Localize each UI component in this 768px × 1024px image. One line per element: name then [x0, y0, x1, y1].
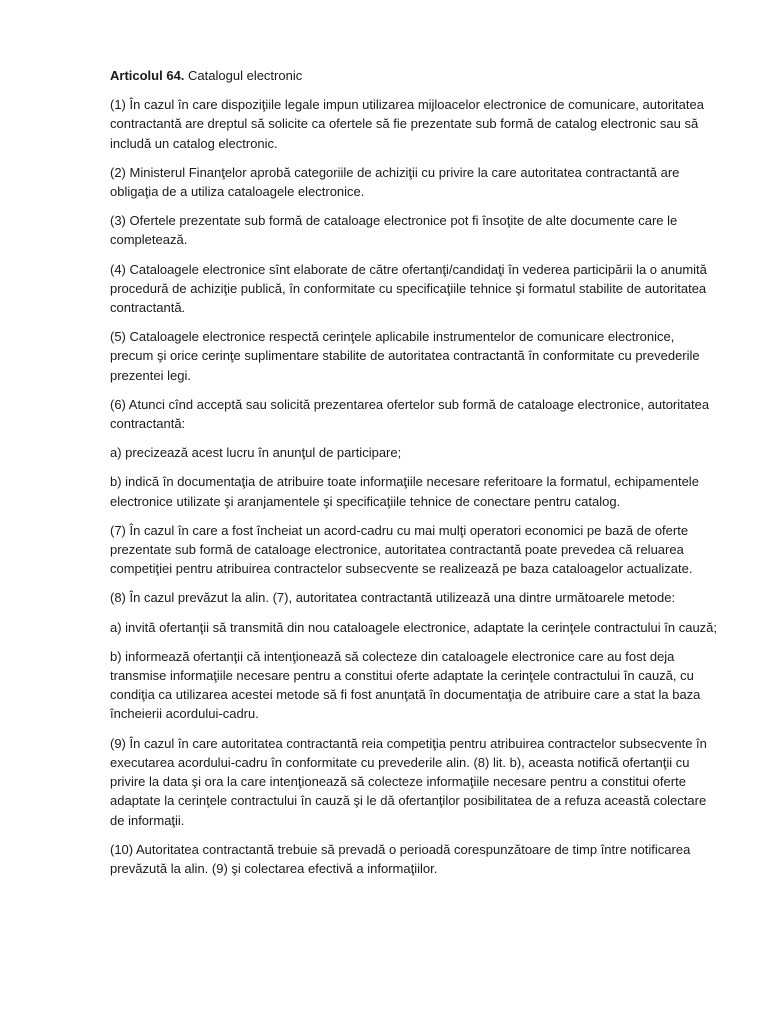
paragraph-1: (1) În cazul în care dispoziţiile legale impun utilizarea mijloacelor electronice de comunicare, autoritatea contractantă are dreptul să solicite ca ofertele să fie prezentate sub formă de catalog electronic sau să includă un catalog electronic.: [110, 97, 704, 151]
paragraph-5: (5) Cataloagele electronice respectă cerinţele aplicabile instrumentelor de comunicare electronice, precum şi orice cerinţe suplimentare stabilite de autoritatea contractantă în conformitate cu prevederile prezentei legi.: [110, 329, 700, 383]
article-title: Catalogul electronic: [188, 68, 303, 83]
paragraph-3: (3) Ofertele prezentate sub formă de cataloage electronice pot fi însoţite de alte documente care le completează.: [110, 213, 678, 248]
paragraph-6: (6) Atunci cînd acceptă sau solicită prezentarea ofertelor sub formă de cataloage electronice, autoritatea contractantă:: [110, 396, 710, 432]
paragraph-8-item-b: b) informează ofertanţii că intenţionează să colecteze din cataloagele electronice care au fost deja transmise informaţiile necesare pentru a constitui oferte adaptate la cerinţele contractului în cauză, cu condiţia ca utilizarea acestei metode să fi fost anunţată în documentaţia de atribuire care a stat la baza încheierii acordului-cadru.: [110, 648, 701, 722]
paragraph-10: (10) Autoritatea contractantă trebuie să prevadă o perioadă corespunzătoare de timp între notificarea prevăzută la alin. (9) şi colectarea efectivă a informaţiilor.: [110, 841, 691, 876]
article-number: Articolul 64.: [110, 68, 185, 83]
paragraph-9: (9) În cazul în care autoritatea contractantă reia competiţia pentru atribuirea contractelor subsecvente în executarea acordului-cadru în conformitate cu prevederile alin. (8) lit. b), aceasta notifică ofertanţii cu privire la data şi ora la care intenţionează să colecteze informaţiile necesare pentru a constitui oferte adaptate la cerinţele contractului în cauză şi le dă ofertanţilor posibilitatea de a refuza această colectare de informaţii.: [110, 735, 707, 828]
paragraph-2: (2) Ministerul Finanţelor aprobă categoriile de achiziţii cu privire la care autoritatea contractantă are obligaţia de a utiliza cataloagele electronice.: [110, 164, 680, 200]
paragraph-7: (7) În cazul în care a fost încheiat un acord-cadru cu mai mulţi operatori economici pe bază de oferte prezentate sub formă de cataloage electronice, autoritatea contractantă poate prevedea că reluarea competiţiei pentru atribuirea contractelor subsecvente se realizează pe baza cataloagelor actualizate.: [110, 522, 693, 577]
paragraph-4: (4) Cataloagele electronice sînt elaborate de către ofertanţi/candidaţi în vederea participării la o anumită procedură de achiziţie publică, în conformitate cu specificaţiile tehnice şi formatul stabilite de autoritatea contractantă.: [110, 261, 707, 316]
article-heading: [110, 66, 718, 85]
document-page: [110, 66, 718, 888]
paragraph-8-item-a: a) invită ofertanţii să transmită din nou cataloagele electronice, adaptate la cerinţele contractului în cauză;: [110, 619, 718, 635]
paragraph-6-item-b: b) indică în documentaţia de atribuire toate informaţiile necesare referitoare la formatul, echipamentele electronice utilizate şi aranjamentele şi specificaţiile tehnice de conectare pentru catalog.: [110, 474, 699, 509]
paragraph-6-item-a: a) precizează acest lucru în anunţul de participare;: [110, 445, 402, 461]
paragraph-8: (8) În cazul prevăzut la alin. (7), autoritatea contractantă utilizează una dintre următoarele metode:: [110, 590, 676, 606]
